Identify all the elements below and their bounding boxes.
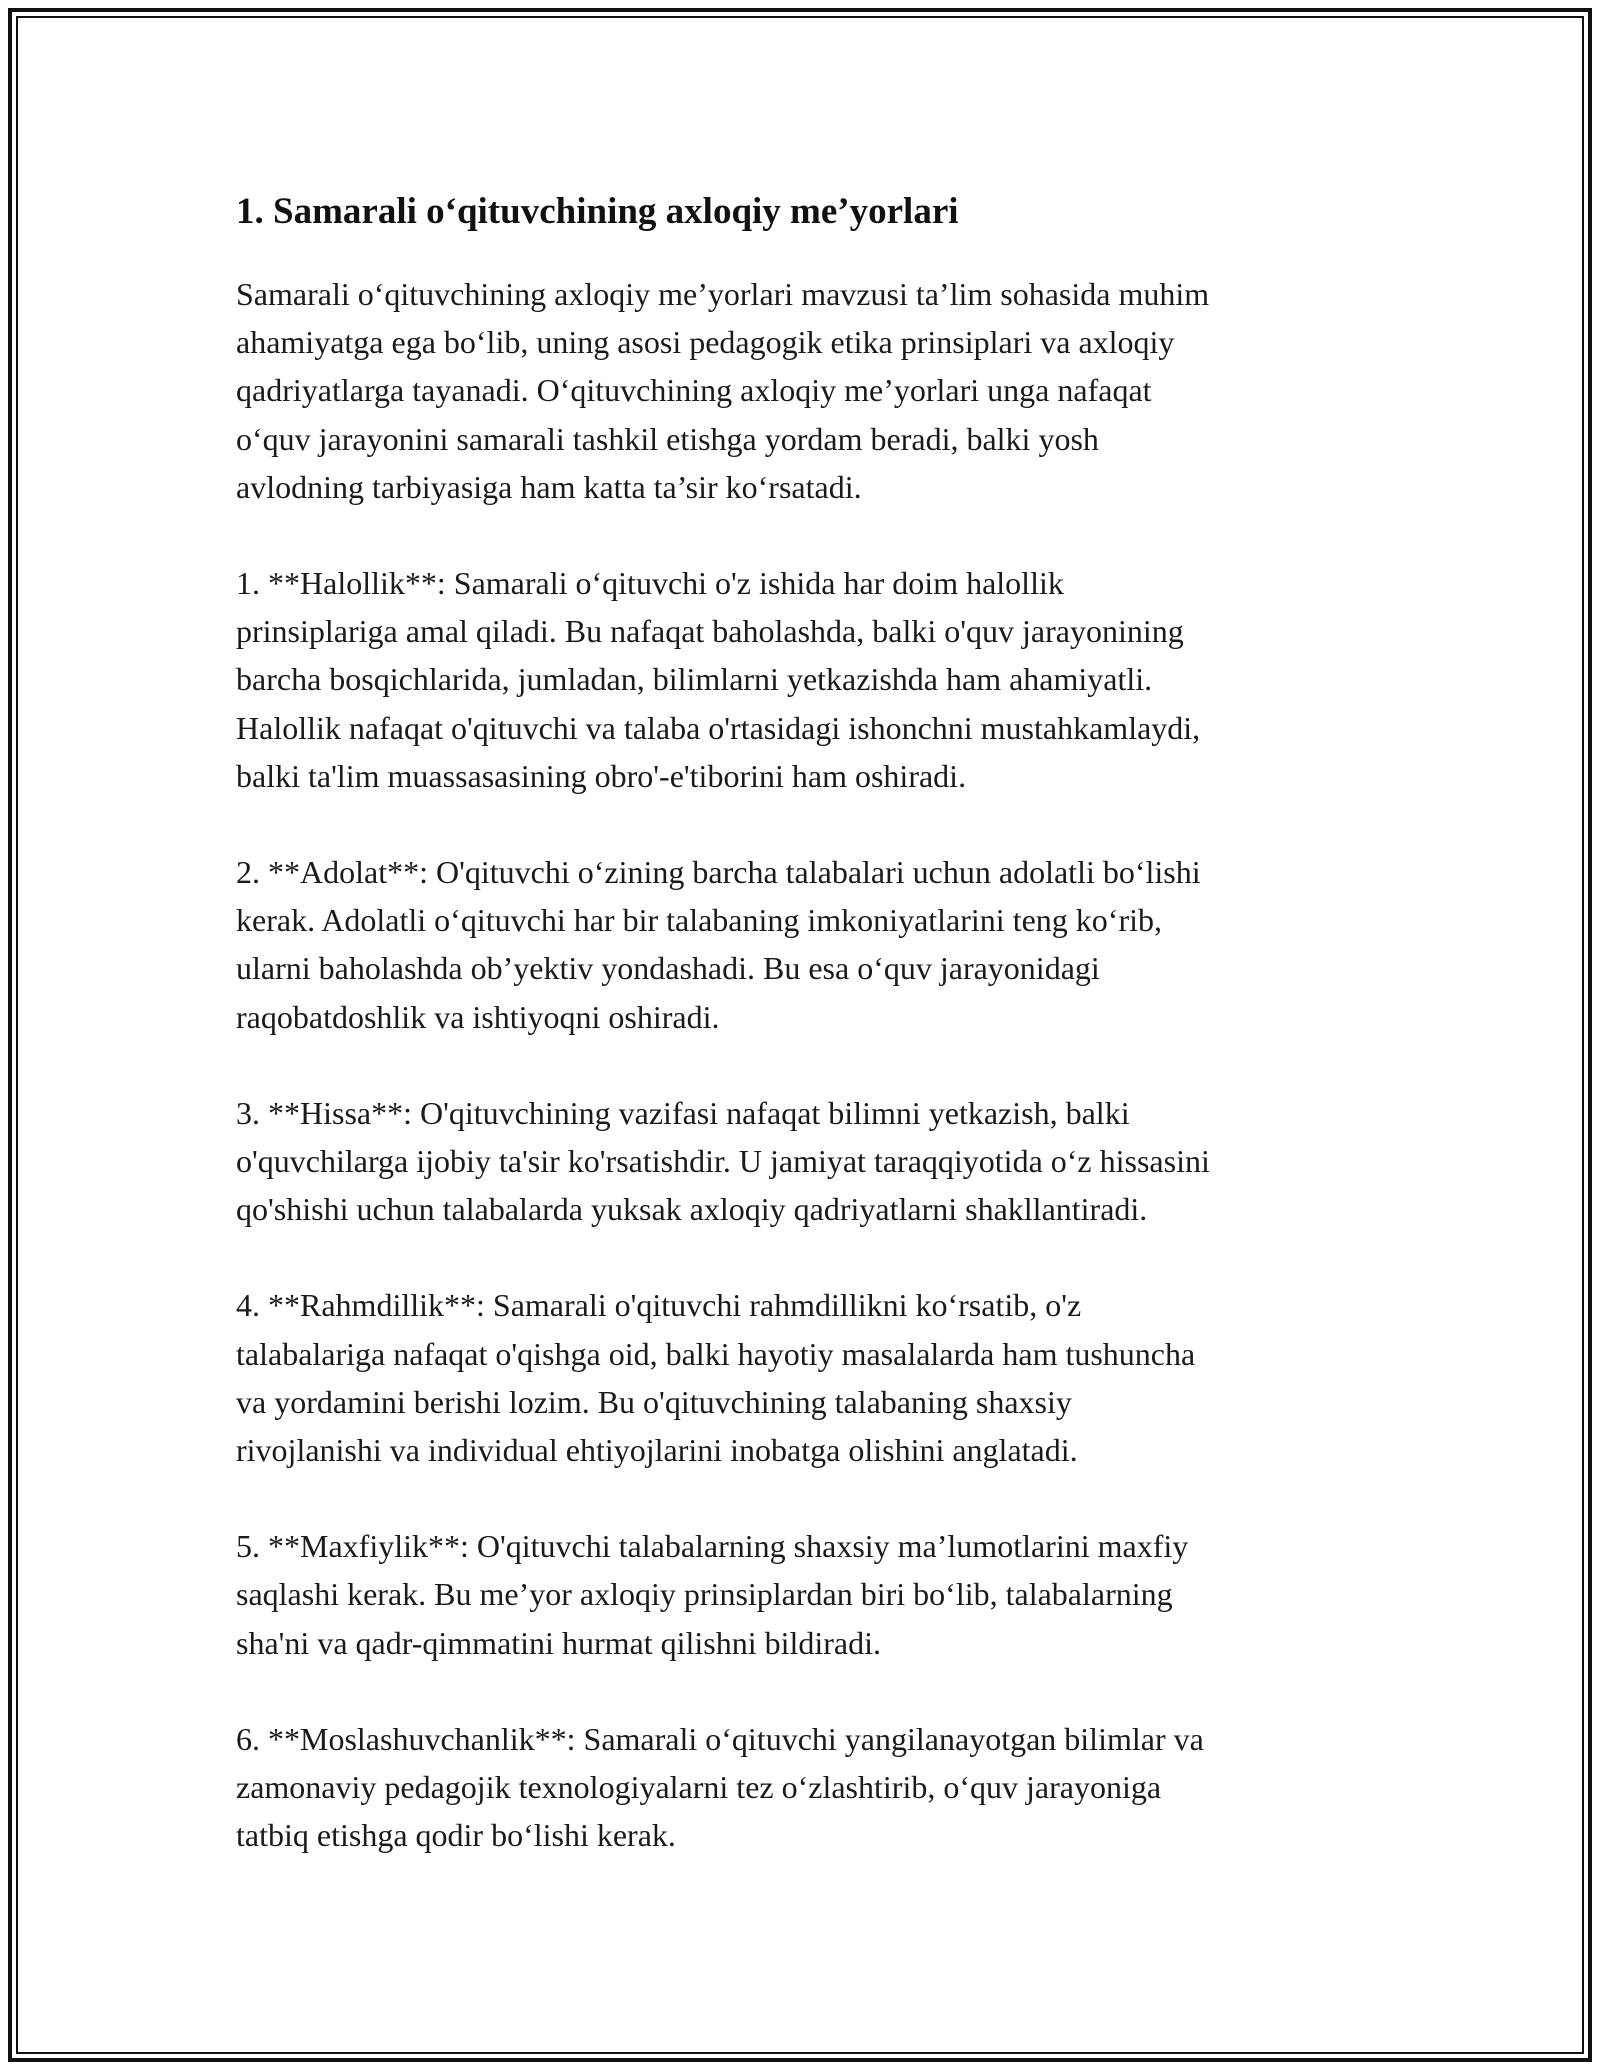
paragraph-maxfiylik: 5. **Maxfiylik**: O'qituvchi talabalarning shaxsiy ma’lumotlarini maxfiy saqlashi kerak. Bu me’yor axloqiy prinsiplardan biri bo‘lib, talabalarning sha'ni va qadr-qimmatini hurmat qilishni bildiradi. xyxy=(236,1528,1189,1661)
intro-paragraph: Samarali o‘qituvchining axloqiy me’yorlari mavzusi ta’lim sohasida muhim ahamiyatga ega bo‘lib, uning asosi pedagogik etika prinsiplari va axloqiy qadriyatlarga tayanadi. O‘qituvchining axloqiy me’yorlari unga nafaqat o‘quv jarayonini samarali tashkil etishga yordam beradi, balki yosh avlodning tarbiyasiga ham katta ta’sir ko‘rsatadi. xyxy=(236,276,1210,505)
paragraph-adolat: 2. **Adolat**: O'qituvchi o‘zining barcha talabalari uchun adolatli bo‘lishi kerak. Adolatli o‘qituvchi har bir talabaning imkoniyatlarini teng ko‘rib, ularni baholashda ob’yektiv yondashadi. Bu esa o‘quv jarayonidagi raqobatdoshlik va ishtiyoqni oshiradi. xyxy=(236,854,1201,1035)
document-title: 1. Samarali o‘qituvchining axloqiy me’yorlari xyxy=(236,191,959,232)
paragraph-moslashuvchanlik: 6. **Moslashuvchanlik**: Samarali o‘qituvchi yangilanayotgan bilimlar va zamonaviy pedagojik texnologiyalarni tez o‘zlashtirib, o‘quv jarayoniga tatbiq etishga qodir bo‘lishi kerak. xyxy=(236,1720,1204,1854)
paragraph-halollik: 1. **Halollik**: Samarali o‘qituvchi o'z ishida har doim halollik prinsiplariga amal qiladi. Bu nafaqat baholashda, balki o'quv jarayonining barcha bosqichlarida, jumladan, bilimlarni yetkazishda ham ahamiyatli. Halollik nafaqat o'qituvchi va talaba o'rtasidagi ishonchni mustahkamlaydi, balki ta'lim muassasasining obro'-e'tiborini ham oshiradi. xyxy=(236,565,1201,794)
document-body xyxy=(236,186,1376,1859)
paragraph-hissa: 3. **Hissa**: O'qituvchining vazifasi nafaqat bilimni yetkazish, balki o'quvchilarga ijobiy ta'sir ko'rsatishdir. U jamiyat taraqqiyotida o‘z hissasini qo'shishi uchun talabalarda yuksak axloqiy qadriyatlarni shakllantiradi. xyxy=(236,1094,1210,1228)
paragraph-rahmdillik: 4. **Rahmdillik**: Samarali o'qituvchi rahmdillikni ko‘rsatib, o'z talabalariga nafaqat o'qishga oid, balki hayotiy masalalarda ham tushuncha va yordamini berishi lozim. Bu o'qituvchining talabaning shaxsiy rivojlanishi va individual ehtiyojlarini inobatga olishini anglatadi. xyxy=(236,1287,1196,1469)
